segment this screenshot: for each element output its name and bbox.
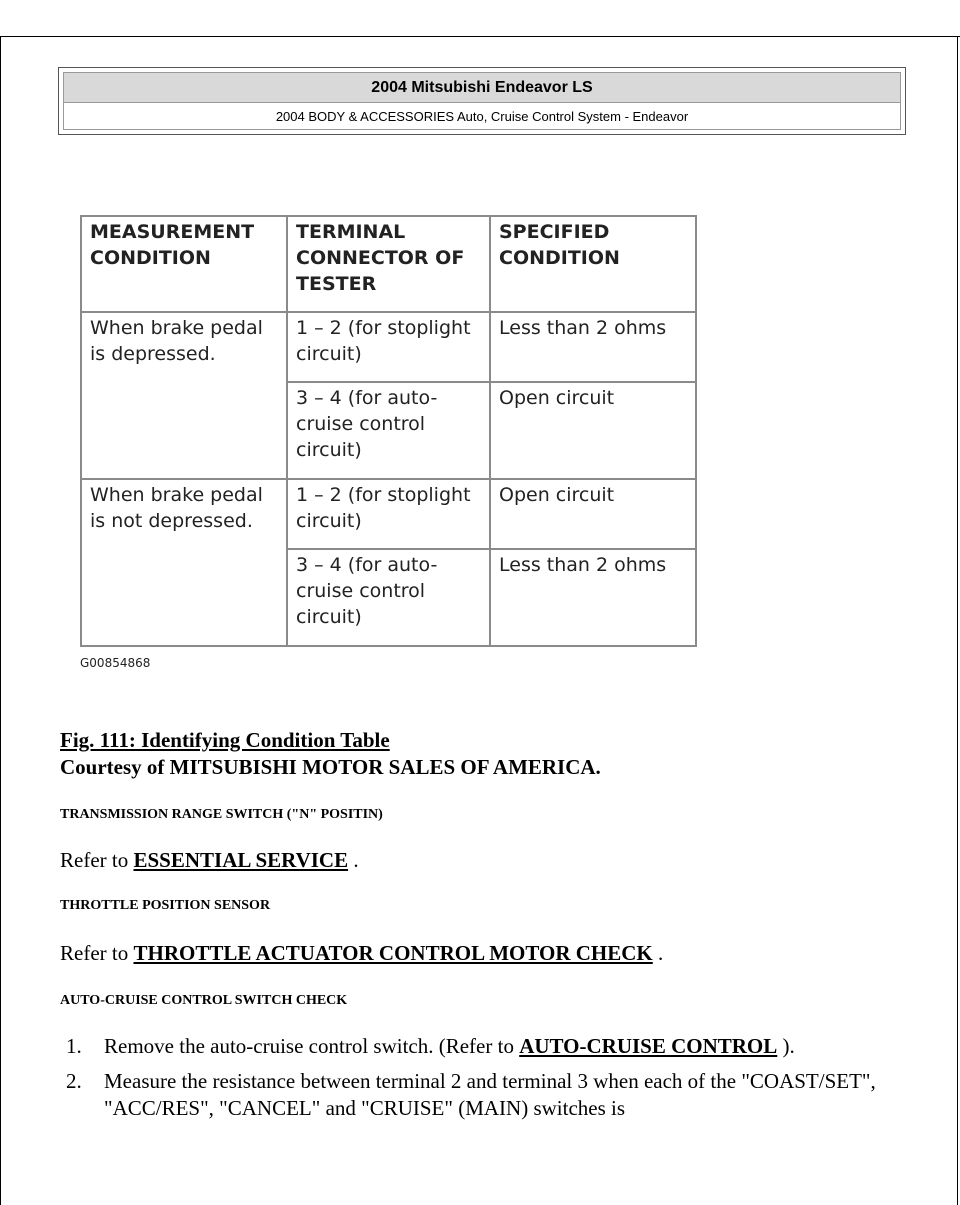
- cell-terminal: 3 – 4 (for auto-cruise control circuit): [287, 549, 490, 646]
- refer-paragraph-throttle-actuator: Refer to THROTTLE ACTUATOR CONTROL MOTOR CHECK .: [60, 941, 664, 965]
- page-frame-top: [0, 36, 960, 37]
- page-frame-left: [0, 36, 1, 1205]
- header-measurement-condition: MEASUREMENT CONDITION: [81, 216, 287, 312]
- cell-spec: Open circuit: [490, 382, 696, 479]
- heading-transmission-range-switch: TRANSMISSION RANGE SWITCH ("N" POSITIN): [60, 807, 383, 822]
- link-auto-cruise-control[interactable]: AUTO-CRUISE CONTROL: [519, 1034, 778, 1058]
- table-header-row: [81, 216, 696, 312]
- table-row: [81, 312, 696, 382]
- heading-auto-cruise-control-switch-check: AUTO-CRUISE CONTROL SWITCH CHECK: [60, 993, 348, 1008]
- heading-throttle-position-sensor: THROTTLE POSITION SENSOR: [60, 898, 271, 913]
- cell-terminal: 1 – 2 (for stoplight circuit): [287, 479, 490, 549]
- condition-table: [80, 215, 697, 647]
- document-header-inner: [63, 72, 901, 130]
- cell-spec: Less than 2 ohms: [490, 549, 696, 646]
- link-throttle-actuator-control-motor-check[interactable]: THROTTLE ACTUATOR CONTROL MOTOR CHECK: [133, 941, 653, 965]
- document-title: 2004 Mitsubishi Endeavor LS: [64, 73, 900, 103]
- page-frame-right: [957, 36, 958, 1205]
- document-header: [58, 67, 906, 135]
- figure-caption-courtesy: Courtesy of MITSUBISHI MOTOR SALES OF AMERICA.: [60, 755, 601, 779]
- link-essential-service[interactable]: ESSENTIAL SERVICE: [133, 848, 349, 872]
- step-number: 2.: [66, 1069, 82, 1093]
- header-specified-condition: SPECIFIED CONDITION: [490, 216, 696, 312]
- figure-caption-title: Fig. 111: Identifying Condition Table: [60, 728, 390, 752]
- figure-condition-table: [80, 215, 697, 647]
- cell-terminal: 3 – 4 (for auto-cruise control circuit): [287, 382, 490, 479]
- step-number: 1.: [66, 1034, 82, 1058]
- figure-caption: [60, 727, 601, 781]
- procedure-steps: [66, 1033, 926, 1130]
- header-terminal-connector: TERMINAL CONNECTOR OF TESTER: [287, 216, 490, 312]
- list-item: 2. Measure the resistance between terminal 2 and terminal 3 when each of the "COAST/SET", "ACC/RES", "CANCEL" and "CRUISE" (MAIN) switches is: [66, 1069, 876, 1120]
- document-subtitle: 2004 BODY & ACCESSORIES Auto, Cruise Control System - Endeavor: [275, 109, 689, 124]
- cell-spec: Open circuit: [490, 479, 696, 549]
- cell-spec: Less than 2 ohms: [490, 312, 696, 382]
- refer-paragraph-essential-service: Refer to ESSENTIAL SERVICE .: [60, 848, 359, 872]
- cell-condition: When brake pedal is not depressed.: [81, 479, 287, 646]
- table-row: [81, 479, 696, 549]
- cell-terminal: 1 – 2 (for stoplight circuit): [287, 312, 490, 382]
- list-item: 1. Remove the auto-cruise control switch. (Refer to AUTO-CRUISE CONTROL ).: [66, 1034, 795, 1058]
- figure-id: G00854868: [80, 656, 151, 670]
- cell-condition: When brake pedal is depressed.: [81, 312, 287, 479]
